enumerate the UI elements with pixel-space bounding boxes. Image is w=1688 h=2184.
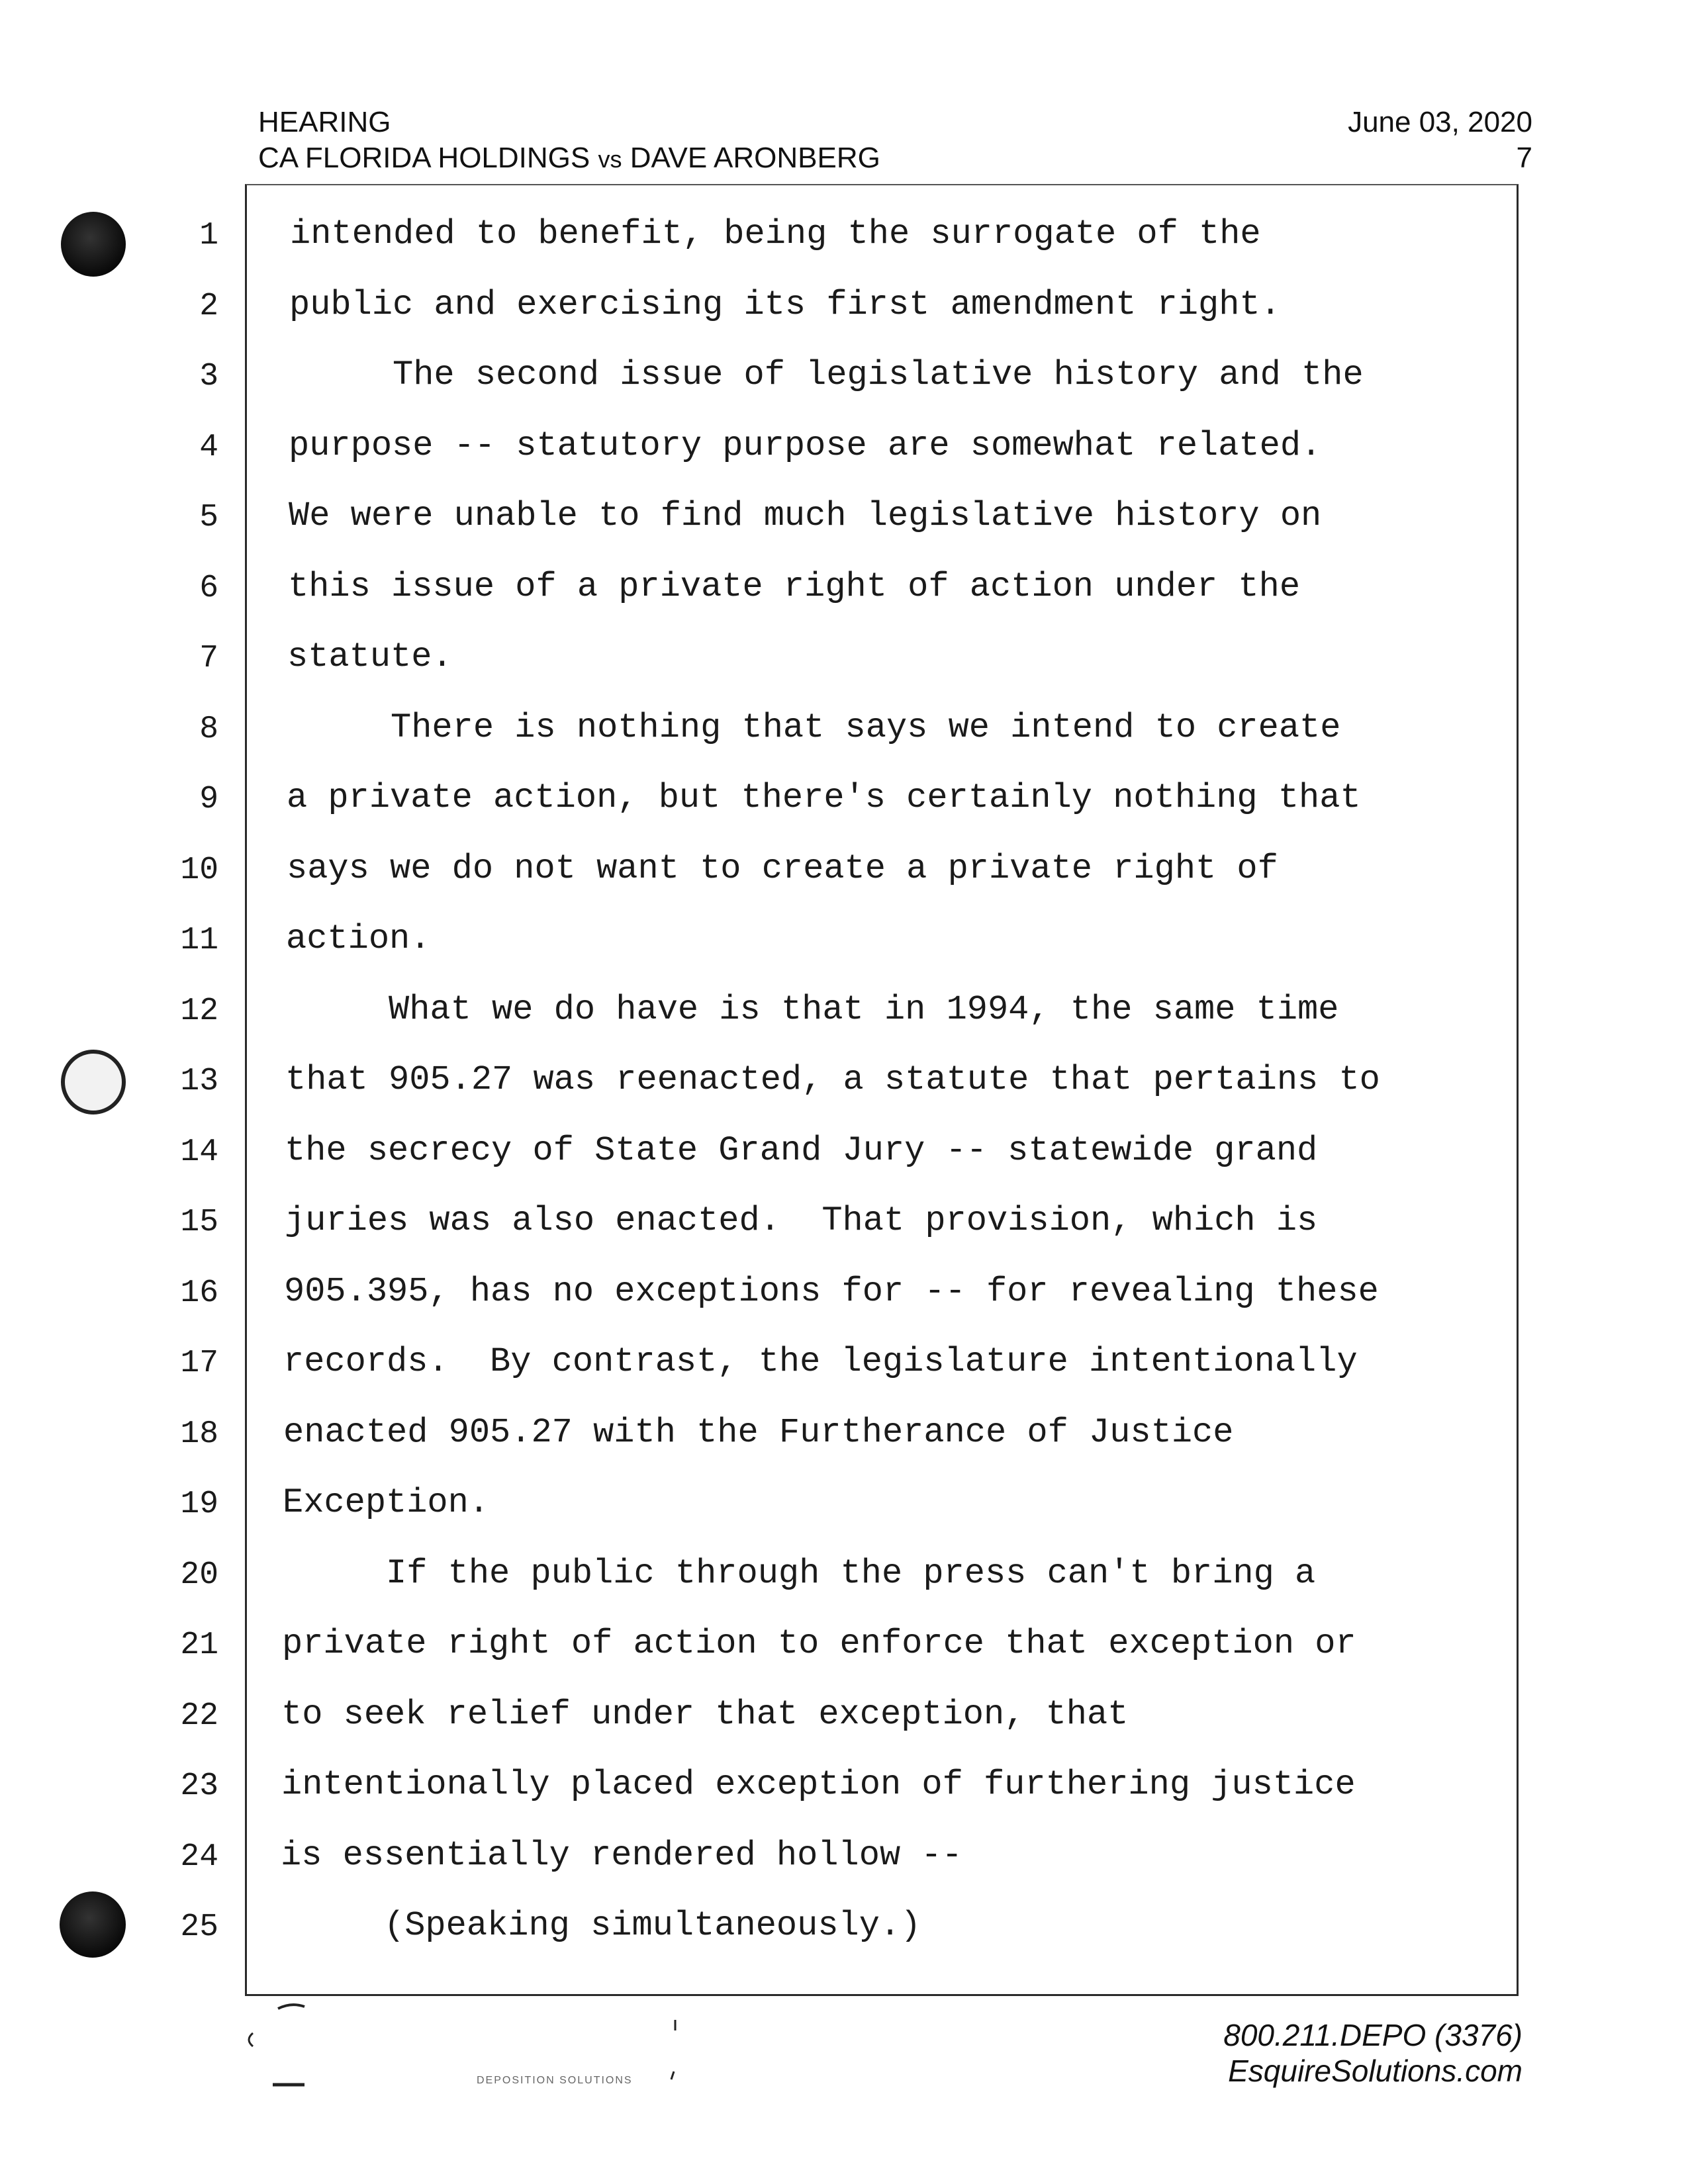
line-number: 10 — [180, 852, 218, 888]
header-date-block — [1158, 105, 1532, 176]
transcript-line: statute. — [287, 637, 453, 676]
line-number: 7 — [199, 641, 218, 676]
binder-hole-middle — [61, 1050, 126, 1115]
footer-contact — [1125, 2017, 1523, 2089]
transcript-line: action. — [286, 919, 431, 958]
case-party-left: CA FLORIDA HOLDINGS — [258, 142, 590, 174]
line-number: 12 — [180, 993, 218, 1029]
line-number: 9 — [199, 782, 218, 817]
header-case-block — [258, 105, 880, 177]
line-number: 8 — [199, 711, 218, 747]
line-number: 4 — [199, 430, 218, 465]
logo-tagline: DEPOSITION SOLUTIONS — [477, 2075, 633, 2086]
transcript-line: Exception. — [283, 1483, 490, 1522]
transcript-line: We were unable to find much legislative history on — [289, 496, 1322, 535]
case-caption — [258, 140, 880, 177]
line-number: 14 — [180, 1134, 218, 1170]
line-number: 13 — [180, 1064, 218, 1099]
line-number: 25 — [180, 1909, 218, 1945]
line-number: 23 — [180, 1768, 218, 1804]
document-type: HEARING — [258, 106, 391, 138]
transcript-line: that 905.27 was reenacted, a statute that pertains to — [285, 1060, 1380, 1099]
transcript-line: If the public through the press can't bring a — [283, 1554, 1316, 1593]
transcript-line: private right of action to enforce that exception or — [282, 1624, 1356, 1663]
transcript-line: the secrecy of State Grand Jury -- statewide grand — [285, 1131, 1318, 1170]
line-number: 24 — [180, 1839, 218, 1875]
line-number: 18 — [180, 1416, 218, 1452]
transcript-line: records. By contrast, the legislature intentionally — [283, 1342, 1358, 1381]
line-number: 22 — [180, 1698, 218, 1734]
line-number: 2 — [199, 289, 218, 324]
line-number: 16 — [180, 1275, 218, 1311]
line-number: 20 — [180, 1557, 218, 1593]
transcript-line: 905.395, has no exceptions for -- for revealing these — [284, 1272, 1379, 1311]
transcript-line: this issue of a private right of action under the — [288, 567, 1301, 606]
hearing-date: June 03, 2020 — [1348, 106, 1532, 138]
transcript-line: a private action, but there's certainly nothing that — [287, 778, 1361, 817]
transcript-line: enacted 905.27 with the Furtherance of Justice — [283, 1413, 1234, 1452]
binder-hole-bottom — [60, 1891, 126, 1958]
page-number: 7 — [1516, 142, 1532, 174]
line-number: 5 — [199, 500, 218, 535]
binder-hole-top — [61, 212, 126, 277]
transcript-line: public and exercising its first amendment right. — [289, 285, 1281, 324]
transcript-line: intended to benefit, being the surrogate of the — [290, 214, 1261, 253]
transcript-line: says we do not want to create a private right of — [287, 849, 1278, 888]
transcript-line: juries was also enacted. That provision, which is — [285, 1201, 1318, 1240]
line-number: 1 — [199, 218, 218, 253]
line-number: 11 — [180, 923, 218, 958]
case-party-right: DAVE ARONBERG — [630, 142, 880, 174]
transcript-line: intentionally placed exception of furthering justice — [281, 1765, 1356, 1804]
transcript-line: There is nothing that says we intend to create — [287, 708, 1341, 747]
transcript-line: to seek relief under that exception, that — [281, 1695, 1129, 1734]
transcript-line: is essentially rendered hollow -- — [281, 1836, 962, 1875]
line-number: 17 — [180, 1345, 218, 1381]
transcript-line: (Speaking simultaneously.) — [281, 1906, 921, 1945]
footer-phone: 800.211.DEPO (3376) — [1223, 2018, 1523, 2052]
transcript-line: What we do have is that in 1994, the same time — [285, 990, 1339, 1029]
footer-website: EsquireSolutions.com — [1228, 2054, 1523, 2088]
line-number: 3 — [199, 359, 218, 394]
transcript-line: purpose -- statutory purpose are somewhat related. — [289, 426, 1322, 465]
esquire-logo — [238, 1999, 702, 2098]
line-number: 21 — [180, 1627, 218, 1663]
line-number: 19 — [180, 1486, 218, 1522]
line-number: 6 — [199, 570, 218, 606]
transcript-line: The second issue of legislative history and the — [289, 355, 1364, 394]
line-number: 15 — [180, 1205, 218, 1240]
case-vs: vs — [598, 146, 622, 173]
